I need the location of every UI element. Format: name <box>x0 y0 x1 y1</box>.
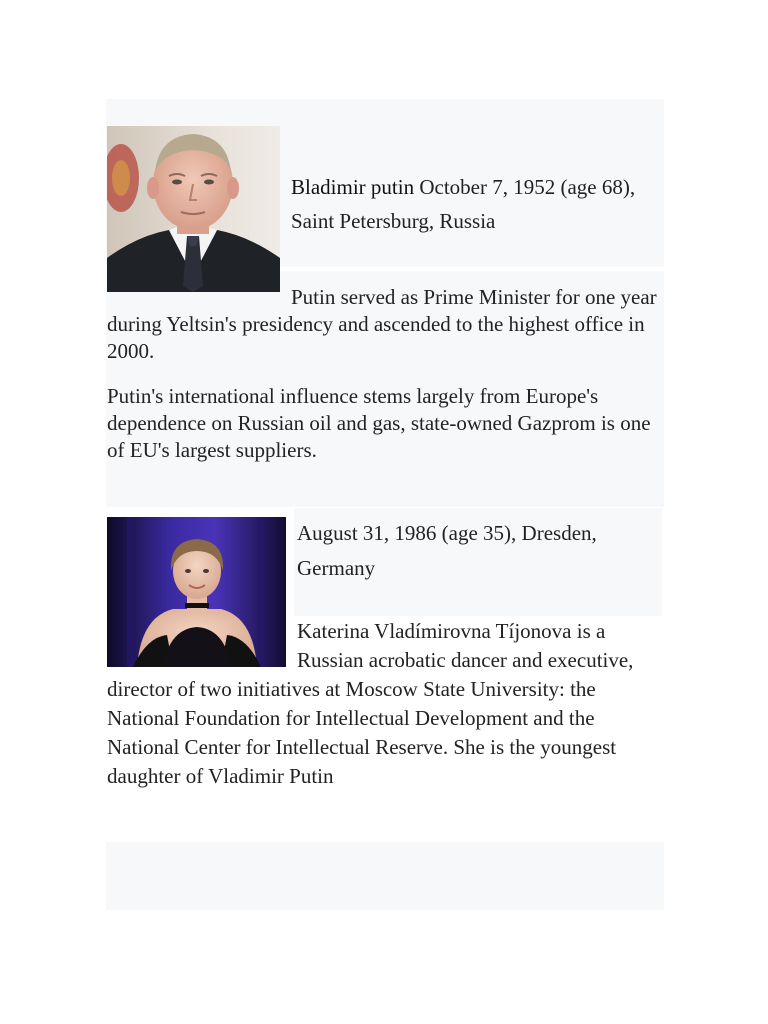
empty-footer-panel <box>106 842 664 910</box>
section1-header-text <box>291 170 663 238</box>
section1-paragraph-1: Putin served as Prime Minister for one year during Yeltsin's presidency and ascended to the highest office in 2000. <box>107 285 657 363</box>
person-name: Bladimir putin <box>291 175 415 199</box>
bio-float-spacer <box>107 617 297 675</box>
portrait-photo-man <box>107 126 280 292</box>
section2-bio: Katerina Vladímirovna Tíjonova is a Russian acrobatic dancer and executive, director of two initiatives at Moscow State University: the National Foundation for Intellectual Development and the National Center for Intellectual Reserve. She is the youngest daughter of Vladimir Putin <box>107 619 634 788</box>
section2-header-text: August 31, 1986 (age 35), Dresden, Germany <box>297 521 597 580</box>
birth-info: October 7, 1952 (age 68), Saint Petersburg, Russia <box>291 175 636 233</box>
section1-paragraph-2: Putin's international influence stems largely from Europe's dependence on Russian oil and gas, state-owned Gazprom is one of EU's largest suppliers. <box>107 384 651 462</box>
section2-bio-block <box>107 617 665 791</box>
